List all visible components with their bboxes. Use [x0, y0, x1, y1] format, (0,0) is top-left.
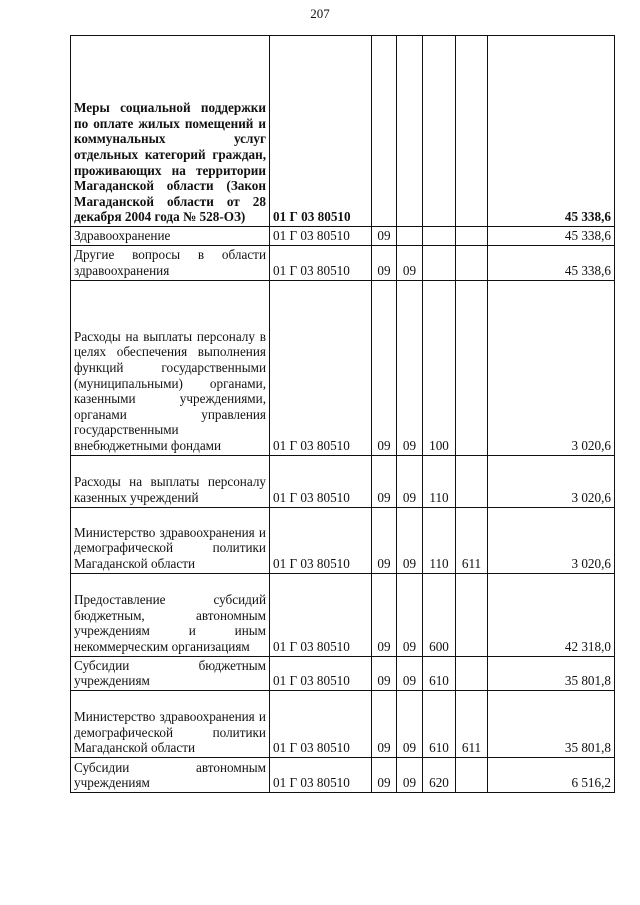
cell-expense-type: 100: [423, 280, 456, 455]
cell-expense-type: 610: [423, 656, 456, 690]
cell-name: Субсидии автономным учреждениям: [71, 757, 270, 792]
cell-name: Другие вопросы в области здравоохранения: [71, 245, 270, 280]
cell-amount: 45 338,6: [488, 227, 615, 246]
cell-amount: 45 338,6: [488, 245, 615, 280]
cell-expense-type: [423, 227, 456, 246]
table-row: [71, 36, 615, 227]
cell-section: 09: [372, 757, 397, 792]
cell-expense-type: 110: [423, 455, 456, 507]
cell-name: Министерство здравоохранения и демографической политики Магаданской области: [71, 690, 270, 757]
cell-subsection: [397, 36, 423, 227]
cell-name: Предоставление субсидий бюджетным, автономным учреждениям и иным некоммерческим организациям: [71, 573, 270, 656]
cell-amount: 45 338,6: [488, 36, 615, 227]
cell-name: Меры социальной поддержки по оплате жилых помещений и коммунальных услуг отдельных категорий граждан, проживающих на территории Магаданской области (Закон Магаданской области от 28 декабря 2004 года № 528-ОЗ): [71, 36, 270, 227]
cell-amount: 35 801,8: [488, 690, 615, 757]
cell-target-code: 01 Г 03 80510: [270, 757, 372, 792]
cell-section: 09: [372, 507, 397, 573]
cell-expense-type: 610: [423, 690, 456, 757]
cell-amount: 3 020,6: [488, 455, 615, 507]
table-row: [71, 757, 615, 792]
cell-amount: 6 516,2: [488, 757, 615, 792]
cell-section: 09: [372, 656, 397, 690]
cell-subsection: [397, 227, 423, 246]
cell-ministry-code: [456, 573, 488, 656]
table-row: [71, 455, 615, 507]
cell-amount: 3 020,6: [488, 507, 615, 573]
table-row: [71, 656, 615, 690]
cell-target-code: 01 Г 03 80510: [270, 455, 372, 507]
cell-name: Здравоохранение: [71, 227, 270, 246]
cell-ministry-code: [456, 280, 488, 455]
cell-subsection: 09: [397, 245, 423, 280]
table-row: [71, 690, 615, 757]
cell-subsection: 09: [397, 280, 423, 455]
cell-target-code: 01 Г 03 80510: [270, 36, 372, 227]
cell-ministry-code: [456, 227, 488, 246]
cell-section: 09: [372, 690, 397, 757]
cell-subsection: 09: [397, 507, 423, 573]
cell-name: Расходы на выплаты персоналу в целях обеспечения выполнения функций государственными (муниципальными) органами, казенными учреждениями, органами управления государственными внебюджетными фондами: [71, 280, 270, 455]
cell-target-code: 01 Г 03 80510: [270, 573, 372, 656]
cell-ministry-code: [456, 36, 488, 227]
cell-target-code: 01 Г 03 80510: [270, 280, 372, 455]
table-row: [71, 573, 615, 656]
table-row: [71, 245, 615, 280]
cell-target-code: 01 Г 03 80510: [270, 656, 372, 690]
cell-amount: 3 020,6: [488, 280, 615, 455]
page-number: 207: [310, 6, 330, 21]
cell-name: Субсидии бюджетным учреждениям: [71, 656, 270, 690]
cell-name: Расходы на выплаты персоналу казенных учреждений: [71, 455, 270, 507]
cell-amount: 42 318,0: [488, 573, 615, 656]
cell-ministry-code: [456, 757, 488, 792]
cell-target-code: 01 Г 03 80510: [270, 690, 372, 757]
cell-target-code: 01 Г 03 80510: [270, 245, 372, 280]
cell-amount: 35 801,8: [488, 656, 615, 690]
table-body: [71, 36, 615, 793]
cell-subsection: 09: [397, 573, 423, 656]
budget-table: [70, 35, 615, 793]
cell-subsection: 09: [397, 455, 423, 507]
cell-expense-type: 600: [423, 573, 456, 656]
cell-section: [372, 36, 397, 227]
cell-ministry-code: [456, 455, 488, 507]
cell-section: 09: [372, 455, 397, 507]
cell-expense-type: 110: [423, 507, 456, 573]
cell-name: Министерство здравоохранения и демографической политики Магаданской области: [71, 507, 270, 573]
cell-expense-type: [423, 245, 456, 280]
cell-subsection: 09: [397, 757, 423, 792]
cell-subsection: 09: [397, 656, 423, 690]
cell-expense-type: 620: [423, 757, 456, 792]
table-row: [71, 280, 615, 455]
cell-ministry-code: 611: [456, 507, 488, 573]
cell-target-code: 01 Г 03 80510: [270, 507, 372, 573]
cell-section: 09: [372, 227, 397, 246]
table-row: [71, 507, 615, 573]
cell-section: 09: [372, 280, 397, 455]
cell-section: 09: [372, 573, 397, 656]
cell-ministry-code: [456, 656, 488, 690]
cell-target-code: 01 Г 03 80510: [270, 227, 372, 246]
cell-ministry-code: [456, 245, 488, 280]
cell-ministry-code: 611: [456, 690, 488, 757]
table-row: [71, 227, 615, 246]
cell-section: 09: [372, 245, 397, 280]
cell-subsection: 09: [397, 690, 423, 757]
cell-expense-type: [423, 36, 456, 227]
